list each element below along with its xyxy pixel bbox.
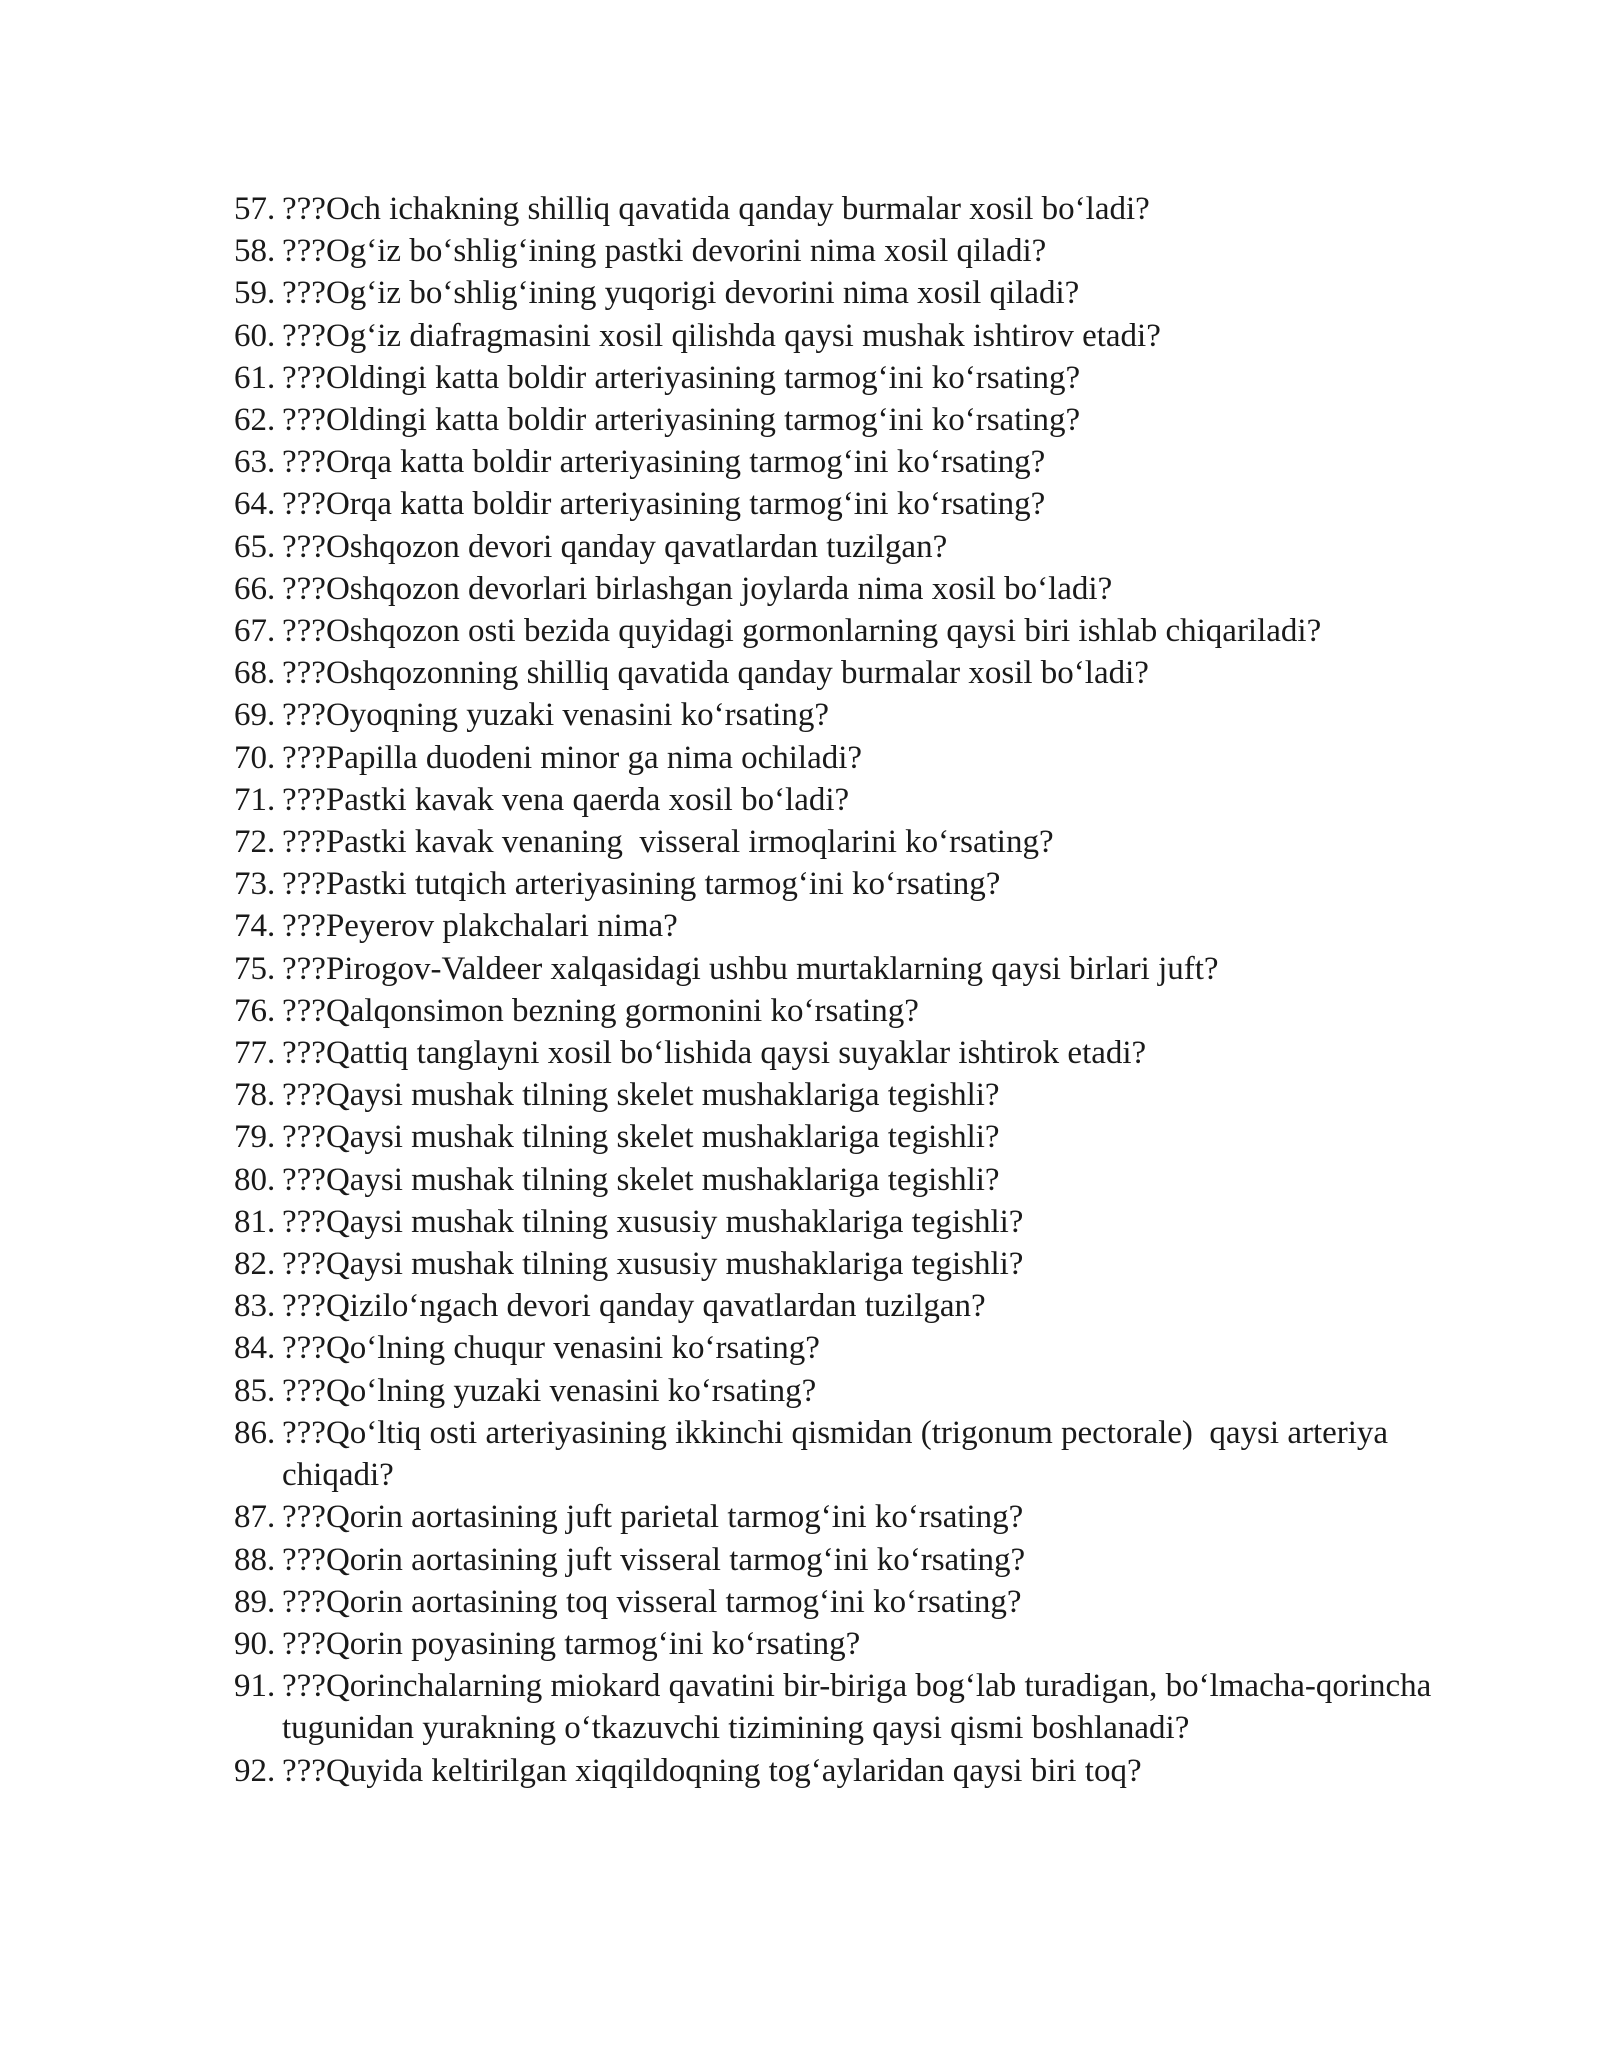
question-number: 82.	[234, 1246, 276, 1283]
question-text: ???Oshqozon osti bezida quyidagi gormonlarning qaysi biri ishlab chiqariladi?	[282, 613, 1322, 650]
question-number: 62.	[234, 402, 276, 439]
question-number: 91.	[234, 1668, 276, 1705]
question-item	[234, 1412, 1434, 1496]
question-number: 88.	[234, 1541, 276, 1578]
question-number: 64.	[234, 486, 276, 523]
question-number: 70.	[234, 739, 276, 776]
question-number: 75.	[234, 950, 276, 987]
question-item	[234, 779, 1434, 821]
question-number: 92.	[234, 1752, 276, 1789]
question-item	[234, 652, 1434, 694]
question-text: ???Qaysi mushak tilning skelet mushaklariga tegishli?	[282, 1077, 1000, 1114]
question-number: 65.	[234, 528, 276, 565]
question-text: ???Og‘iz bo‘shlig‘ining yuqorigi devorini nima xosil qiladi?	[282, 275, 1080, 312]
question-text: ???Qaysi mushak tilning skelet mushaklariga tegishli?	[282, 1119, 1000, 1156]
question-number: 68.	[234, 655, 276, 692]
question-item	[234, 1074, 1434, 1116]
question-text: ???Qattiq tanglayni xosil bo‘lishida qaysi suyaklar ishtirok etadi?	[282, 1035, 1147, 1072]
question-text: ???Pastki kavak vena qaerda xosil bo‘ladi?	[282, 781, 850, 818]
question-text: ???Oshqozon devorlari birlashgan joylarda nima xosil bo‘ladi?	[282, 570, 1113, 607]
question-item	[234, 1201, 1434, 1243]
question-text: ???Oshqozon devori qanday qavatlardan tuzilgan?	[282, 528, 948, 565]
question-text: ???Oyoqning yuzaki venasini ko‘rsating?	[282, 697, 830, 734]
question-item	[234, 610, 1434, 652]
question-text: ???Oshqozonning shilliq qavatida qanday burmalar xosil bo‘ladi?	[282, 655, 1149, 692]
question-item	[234, 948, 1434, 990]
question-number: 63.	[234, 444, 276, 481]
question-text: ???Qizilo‘ngach devori qanday qavatlardan tuzilgan?	[282, 1288, 986, 1325]
question-number: 77.	[234, 1035, 276, 1072]
question-item	[234, 483, 1434, 525]
question-item	[234, 1116, 1434, 1158]
question-number: 89.	[234, 1583, 276, 1620]
question-text: ???Qorin aortasining juft parietal tarmog‘ini ko‘rsating?	[282, 1499, 1024, 1536]
question-item	[234, 1370, 1434, 1412]
question-item	[234, 1581, 1434, 1623]
question-text: ???Pirogov-Valdeer xalqasidagi ushbu murtaklarning qaysi birlari juft?	[282, 950, 1219, 987]
question-list	[234, 188, 1440, 1792]
question-number: 66.	[234, 570, 276, 607]
question-text: ???Och ichakning shilliq qavatida qanday burmalar xosil bo‘ladi?	[282, 191, 1150, 227]
question-text: ???Qorin aortasining toq visseral tarmog‘ini ko‘rsating?	[282, 1583, 1022, 1620]
question-text: ???Pastki tutqich arteriyasining tarmog‘ini ko‘rsating?	[282, 866, 1001, 903]
question-text: ???Orqa katta boldir arteriyasining tarmog‘ini ko‘rsating?	[282, 486, 1046, 523]
question-item	[234, 441, 1434, 483]
question-number: 90.	[234, 1625, 276, 1662]
question-text: ???Qorin poyasining tarmog‘ini ko‘rsating?	[282, 1625, 861, 1662]
question-number: 59.	[234, 275, 276, 312]
question-number: 72.	[234, 824, 276, 861]
question-number: 60.	[234, 317, 276, 354]
question-item	[234, 526, 1434, 568]
question-text: ???Qalqonsimon bezning gormonini ko‘rsating?	[282, 992, 919, 1029]
question-text: ???Qaysi mushak tilning skelet mushaklariga tegishli?	[282, 1161, 1000, 1198]
question-text: ???Oldingi katta boldir arteriyasining tarmog‘ini ko‘rsating?	[282, 402, 1081, 439]
question-text: ???Qo‘lning chuqur venasini ko‘rsating?	[282, 1330, 820, 1367]
question-item	[234, 1285, 1434, 1327]
question-text: ???Pastki kavak venaning visseral irmoqlarini ko‘rsating?	[282, 824, 1054, 861]
question-item	[234, 1327, 1434, 1369]
question-text: ???Qorinchalarning miokard qavatini bir-biriga bog‘lab turadigan, bo‘lmacha-qorincha tugunidan yurakning o‘tkazuvchi tizimining qaysi qismi boshlanadi?	[282, 1668, 1440, 1747]
question-number: 84.	[234, 1330, 276, 1367]
question-number: 76.	[234, 992, 276, 1029]
question-item	[234, 737, 1434, 779]
question-number: 79.	[234, 1119, 276, 1156]
question-text: ???Qaysi mushak tilning xususiy mushaklariga tegishli?	[282, 1203, 1024, 1240]
question-item	[234, 1750, 1434, 1792]
question-number: 81.	[234, 1203, 276, 1240]
question-item	[234, 1665, 1440, 1749]
question-number: 74.	[234, 908, 276, 945]
question-text: ???Og‘iz diafragmasini xosil qilishda qaysi mushak ishtirov etadi?	[282, 317, 1161, 354]
question-item	[234, 1159, 1434, 1201]
question-number: 67.	[234, 613, 276, 650]
question-item	[234, 1539, 1434, 1581]
question-text: ???Og‘iz bo‘shlig‘ining pastki devorini nima xosil qiladi?	[282, 233, 1047, 270]
question-number: 71.	[234, 781, 276, 818]
question-number: 73.	[234, 866, 276, 903]
question-item	[234, 821, 1434, 863]
question-number: 69.	[234, 697, 276, 734]
question-text: ???Oldingi katta boldir arteriyasining tarmog‘ini ko‘rsating?	[282, 359, 1081, 396]
question-text: ???Qo‘lning yuzaki venasini ko‘rsating?	[282, 1372, 817, 1409]
question-item	[234, 905, 1434, 947]
question-item	[234, 1623, 1434, 1665]
question-text: ???Papilla duodeni minor ga nima ochiladi?	[282, 739, 863, 776]
question-number: 85.	[234, 1372, 276, 1409]
question-text: ???Quyida keltirilgan xiqqildoqning tog‘aylaridan qaysi biri toq?	[282, 1752, 1142, 1789]
question-number: 61.	[234, 359, 276, 396]
question-number: 58.	[234, 233, 276, 270]
question-number: 57.	[234, 191, 276, 227]
question-number: 87.	[234, 1499, 276, 1536]
question-item	[234, 863, 1434, 905]
question-text: ???Orqa katta boldir arteriyasining tarmog‘ini ko‘rsating?	[282, 444, 1046, 481]
question-item	[234, 399, 1434, 441]
question-item	[234, 272, 1434, 314]
question-text: ???Peyerov plakchalari nima?	[282, 908, 678, 945]
question-text: ???Qorin aortasining juft visseral tarmog‘ini ko‘rsating?	[282, 1541, 1026, 1578]
question-item	[234, 1032, 1434, 1074]
question-item	[234, 990, 1434, 1032]
question-number: 80.	[234, 1161, 276, 1198]
question-number: 86.	[234, 1414, 276, 1451]
question-item	[234, 1496, 1434, 1538]
question-item	[234, 1243, 1434, 1285]
question-item	[234, 188, 1434, 230]
question-item	[234, 315, 1434, 357]
question-text: ???Qo‘ltiq osti arteriyasining ikkinchi qismidan (trigonum pectorale) qaysi arteriya chiqadi?	[282, 1414, 1397, 1494]
question-text: ???Qaysi mushak tilning xususiy mushaklariga tegishli?	[282, 1246, 1024, 1283]
question-number: 78.	[234, 1077, 276, 1114]
question-item	[234, 357, 1434, 399]
question-item	[234, 694, 1434, 736]
question-item	[234, 568, 1434, 610]
question-item	[234, 230, 1434, 272]
question-number: 83.	[234, 1288, 276, 1325]
